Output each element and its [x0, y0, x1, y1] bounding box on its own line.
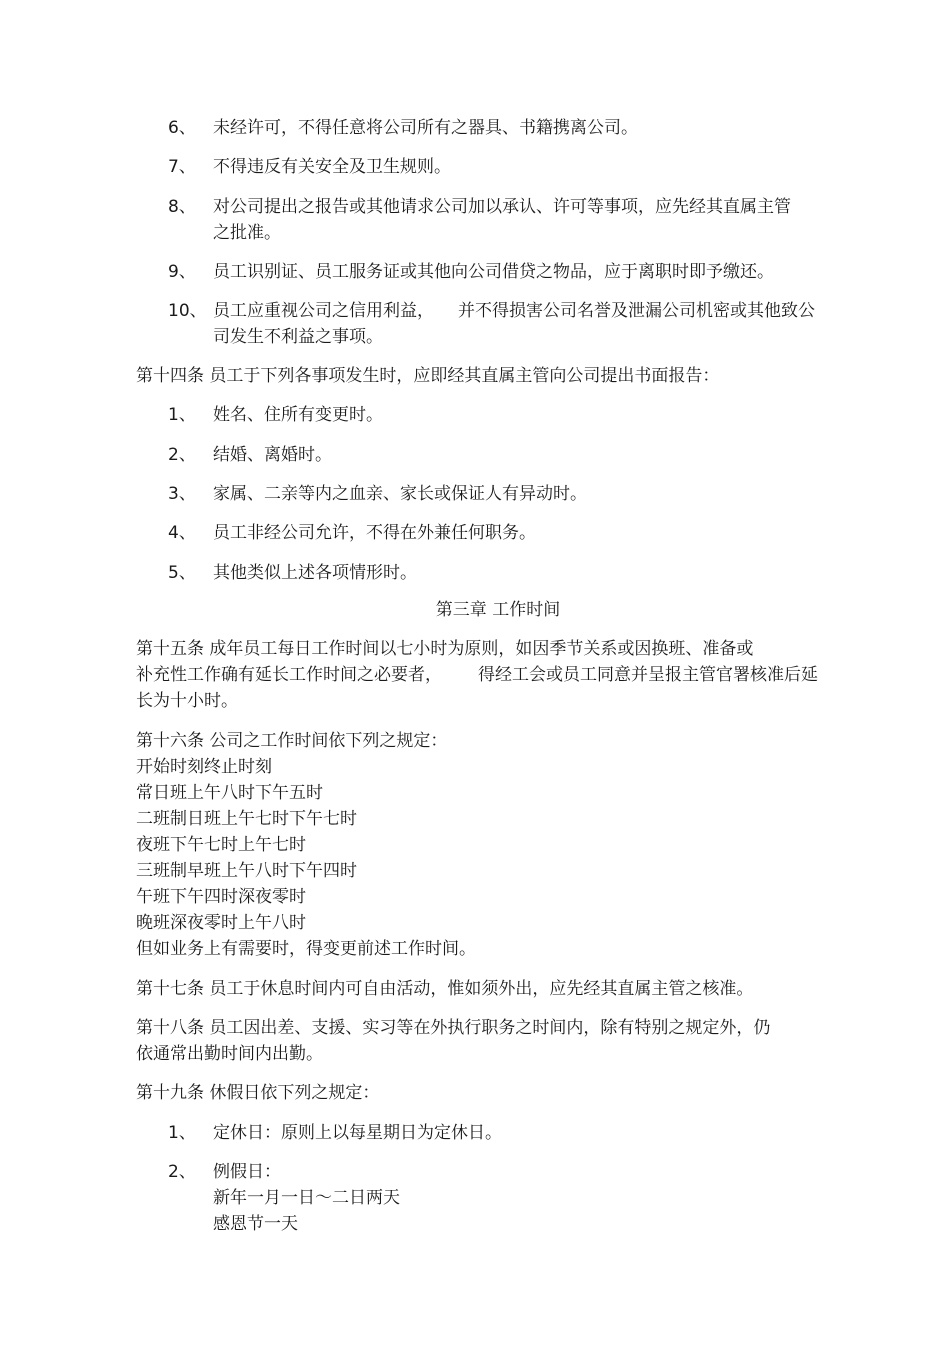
list-number: 5、: [168, 563, 196, 583]
list-item-text: 新年一月一日～二日两天: [213, 1188, 400, 1208]
list-number: 1、: [168, 1123, 196, 1143]
list-item-text: 例假日：: [213, 1162, 281, 1182]
schedule-note: 但如业务上有需要时，得变更前述工作时间。: [136, 939, 476, 959]
list-number: 9、: [168, 262, 196, 282]
list-item-text: 结婚、离婚时。: [213, 445, 332, 465]
list-number: 1、: [168, 405, 196, 425]
schedule-row: 开始时刻终止时刻: [136, 757, 272, 777]
schedule-row: 三班制早班上午八时下午四时: [136, 861, 357, 881]
list-item-text: 员工非经公司允许，不得在外兼任何职务。: [213, 523, 536, 543]
list-item-text: 员工识别证、员工服务证或其他向公司借贷之物品，应于离职时即予缴还。: [213, 262, 774, 282]
list-number: 10、: [168, 301, 207, 321]
list-item-text: 之批准。: [213, 223, 281, 243]
article-15-line: 长为十小时。: [136, 691, 238, 711]
article-18-line: 第十八条 员工因出差、支援、实习等在外执行职务之时间内，除有特别之规定外，仍: [136, 1018, 771, 1038]
list-item-text: 定休日：原则上以每星期日为定休日。: [213, 1123, 502, 1143]
list-item-text: 未经许可，不得任意将公司所有之器具、书籍携离公司。: [213, 118, 638, 138]
schedule-row: 常日班上午八时下午五时: [136, 783, 323, 803]
article-16-title: 第十六条 公司之工作时间依下列之规定：: [136, 731, 448, 751]
list-item-text: 员工应重视公司之信用利益，: [213, 301, 434, 321]
schedule-row: 二班制日班上午七时下午七时: [136, 809, 357, 829]
list-number: 2、: [168, 1162, 196, 1182]
article-15-line: 补充性工作确有延长工作时间之必要者，: [136, 665, 442, 685]
article-18-line: 依通常出勤时间内出勤。: [136, 1044, 323, 1064]
list-item-text: 司发生不利益之事项。: [213, 327, 383, 347]
article-14: 第十四条 员工于下列各事项发生时，应即经其直属主管向公司提出书面报告：: [136, 366, 720, 386]
list-number: 2、: [168, 445, 196, 465]
article-19: 第十九条 休假日依下列之规定：: [136, 1083, 380, 1103]
article-17: 第十七条 员工于休息时间内可自由活动，惟如须外出，应先经其直属主管之核准。: [136, 979, 754, 999]
list-item-text: 姓名、住所有变更时。: [213, 405, 383, 425]
list-item-text: 不得违反有关安全及卫生规则。: [213, 157, 451, 177]
list-number: 8、: [168, 197, 196, 217]
list-item-text: 并不得损害公司名誉及泄漏公司机密或其他致公: [458, 301, 815, 321]
list-item-text: 对公司提出之报告或其他请求公司加以承认、许可等事项，应先经其直属主管: [213, 197, 791, 217]
schedule-row: 晚班深夜零时上午八时: [136, 913, 306, 933]
list-item-text: 家属、二亲等内之血亲、家长或保证人有异动时。: [213, 484, 587, 504]
article-15-line: 得经工会或员工同意并呈报主管官署核准后延: [478, 665, 818, 685]
list-number: 4、: [168, 523, 196, 543]
list-number: 6、: [168, 118, 196, 138]
list-number: 3、: [168, 484, 196, 504]
list-item-text: 其他类似上述各项情形时。: [213, 563, 417, 583]
list-item-text: 感恩节一天: [213, 1214, 298, 1234]
list-number: 7、: [168, 157, 196, 177]
chapter-heading: 第三章 工作时间: [435, 600, 561, 620]
article-15-line: 第十五条 成年员工每日工作时间以七小时为原则，如因季节关系或因换班、准备或: [136, 639, 754, 659]
schedule-row: 午班下午四时深夜零时: [136, 887, 306, 907]
schedule-row: 夜班下午七时上午七时: [136, 835, 306, 855]
